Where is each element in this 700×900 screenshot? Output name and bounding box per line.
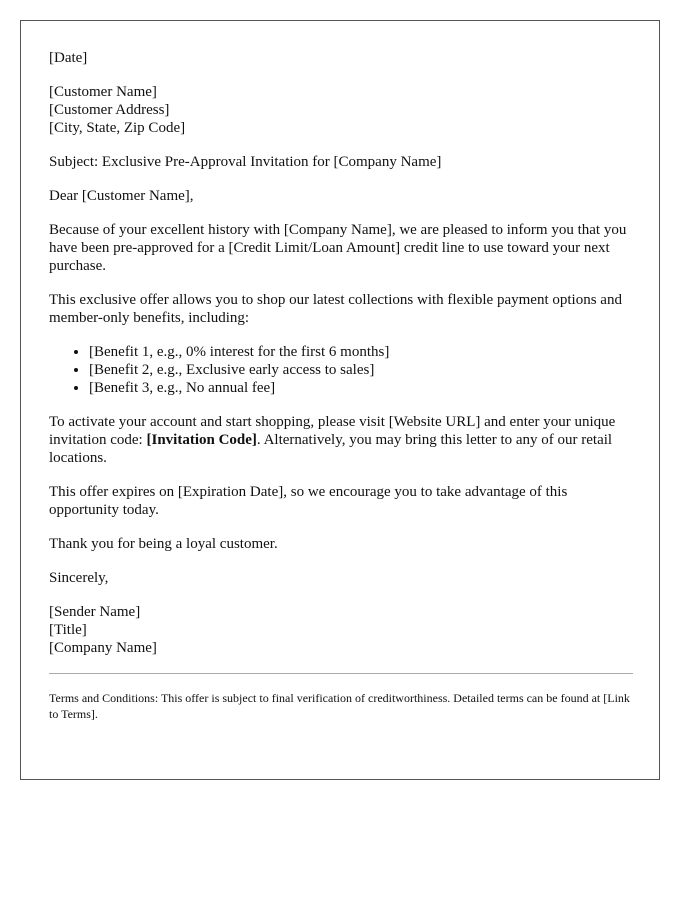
activation-text-after: . Alternatively, you may bring this letter to any of our retail locations. <box>49 432 613 466</box>
subject-line: Subject: Exclusive Pre-Approval Invitation for [Company Name] <box>49 154 442 170</box>
activation-text-before: To activate your account and start shopping, please visit [Website URL] and enter your unique invitation code: <box>49 414 616 448</box>
sender-company: [Company Name] <box>49 640 157 656</box>
offer-paragraph: This exclusive offer allows you to shop our latest collections with flexible payment options and member-only benefits, including: <box>49 292 622 326</box>
letter-date <box>49 49 631 67</box>
benefits-list <box>49 343 631 397</box>
recipient-name: [Customer Name] <box>49 84 157 100</box>
sender-name: [Sender Name] <box>49 604 141 620</box>
terms-and-conditions: Terms and Conditions: This offer is subject to final verification of creditworthiness. Detailed terms can be found at [Link to Terms]. <box>49 691 630 721</box>
benefit-item: • [Benefit 2, e.g., Exclusive early access to sales] <box>89 361 631 379</box>
invitation-code: [Invitation Code] <box>146 432 257 448</box>
benefit-item: • [Benefit 3, e.g., No annual fee] <box>89 379 631 397</box>
recipient-address: [Customer Address] <box>49 102 170 118</box>
terms-divider <box>49 673 633 674</box>
expiry-paragraph: This offer expires on [Expiration Date], so we encourage you to take advantage of this opportunity today. <box>49 484 568 518</box>
salutation: Dear [Customer Name], <box>49 188 194 204</box>
thanks-paragraph: Thank you for being a loyal customer. <box>49 536 278 552</box>
date-text: [Date] <box>49 50 88 66</box>
activation-paragraph <box>49 413 631 467</box>
pre-approval-paragraph: Because of your excellent history with [Company Name], we are pleased to inform you that you have been pre-approved for a [Credit Limit/Loan Amount] credit line to use toward your next purchase. <box>49 222 627 274</box>
recipient-city-state-zip: [City, State, Zip Code] <box>49 120 186 136</box>
signature-block <box>49 603 631 657</box>
sender-title: [Title] <box>49 622 87 638</box>
closing: Sincerely, <box>49 570 109 586</box>
recipient-address-block <box>49 83 631 137</box>
letter-page <box>20 20 660 780</box>
benefit-item: • [Benefit 1, e.g., 0% interest for the first 6 months] <box>89 343 631 361</box>
